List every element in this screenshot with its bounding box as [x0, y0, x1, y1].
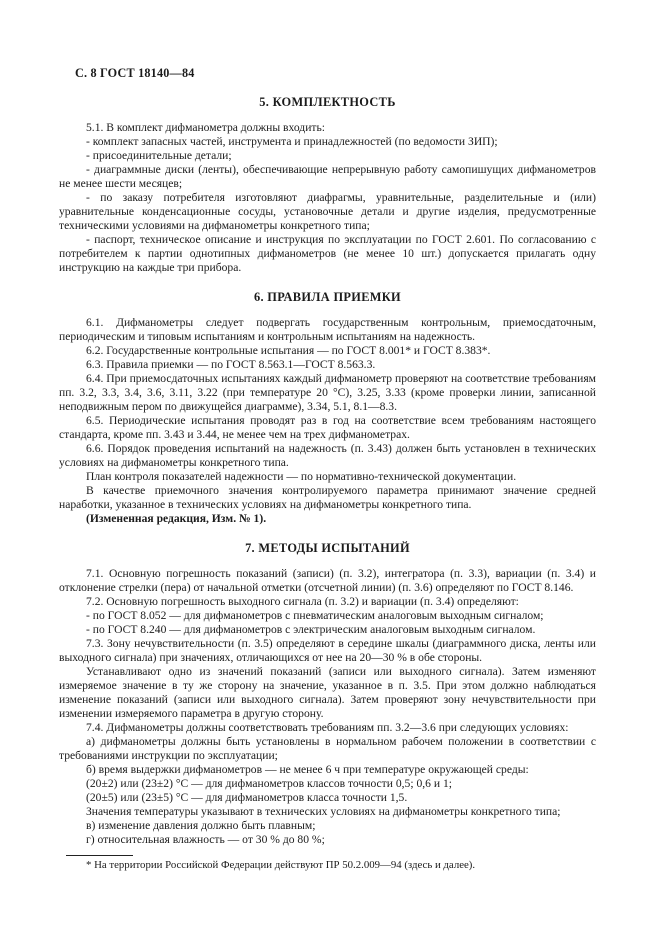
page-content	[59, 66, 596, 872]
paragraph: а) дифманометры должны быть установлены в нормальном рабочем положении в соответствии с требованиями инструкции по эксплуатации;	[59, 735, 596, 762]
paragraph: 7.2. Основную погрешность выходного сигнала (п. 3.2) и вариации (п. 3.4) определяют:	[86, 595, 519, 608]
document-body	[59, 95, 596, 847]
paragraph: б) время выдержки дифманометров — не менее 6 ч при температуре окружающей среды:	[86, 763, 529, 776]
paragraph: 7.4. Дифманометры должны соответствовать требованиям пп. 3.2—3.6 при следующих условиях:	[86, 721, 569, 734]
section-body	[59, 567, 596, 847]
paragraph: 6.2. Государственные контрольные испытания — по ГОСТ 8.001* и ГОСТ 8.383*.	[86, 344, 491, 357]
paragraph: - по ГОСТ 8.052 — для дифманометров с пневматическим аналоговым выходным сигналом;	[86, 609, 544, 622]
paragraph: Устанавливают одно из значений показаний (записи или выходного сигнала). Затем изменяют измеряемое значение в ту же сторону на значение, указанное в п. 3.5. При этом должно наблюдаться изменение показаний (записи или выходного сигнала). Затем проверяют зону нечувствительности при изменении измеряемого параметра в другую сторону.	[59, 665, 596, 720]
paragraph: 5.1. В комплект дифманометра должны входить:	[86, 121, 325, 134]
paragraph: 6.4. При приемосдаточных испытаниях каждый дифманометр проверяют на соответствие требованиям пп. 3.2, 3.3, 3.4, 3.6, 3.11, 3.22 (при температуре 20 °С), 3.25, 3.33 (кроме проверки линии, записанной неподвижным пером по движущейся диаграмме), 3.34, 5.1, 8.1—8.3.	[59, 372, 596, 413]
paragraph: (20±2) или (23±2) °С — для дифманометров классов точности 0,5; 0,6 и 1;	[86, 777, 452, 790]
paragraph: г) относительная влажность — от 30 % до 80 %;	[86, 833, 325, 846]
paragraph: 6.5. Периодические испытания проводят раз в год на соответствие всем требованиям настоящего стандарта, кроме пп. 3.43 и 3.44, не менее чем на трех дифманометрах.	[59, 414, 596, 441]
paragraph: В качестве приемочного значения контролируемого параметра принимают значение средней наработки, указанное в технических условиях на дифманометры конкретного типа.	[59, 484, 596, 511]
section-title: 5. КОМПЛЕКТНОСТЬ	[259, 95, 396, 109]
paragraph: Значения температуры указывают в технических условиях на дифманометры конкретного типа;	[86, 805, 561, 818]
section-title: 7. МЕТОДЫ ИСПЫТАНИЙ	[245, 541, 410, 555]
paragraph: (Измененная редакция, Изм. № 1).	[86, 512, 267, 525]
paragraph: - диаграммные диски (ленты), обеспечивающие непрерывную работу самопишущих дифманометров не менее шести месяцев;	[59, 163, 596, 190]
paragraph: - присоединительные детали;	[86, 149, 232, 162]
paragraph: - комплект запасных частей, инструмента и принадлежностей (по ведомости ЗИП);	[86, 135, 498, 148]
paragraph: в) изменение давления должно быть плавным;	[86, 819, 316, 832]
paragraph: 6.3. Правила приемки — по ГОСТ 8.563.1—ГОСТ 8.563.3.	[86, 358, 376, 371]
section-body	[59, 316, 596, 526]
page-header: С. 8 ГОСТ 18140—84	[75, 66, 195, 80]
footnote-divider	[66, 855, 133, 856]
section-body	[59, 121, 596, 275]
paragraph: 7.3. Зону нечувствительности (п. 3.5) определяют в середине шкалы (диаграммного диска, ленты или выходного сигнала) при значениях, отличающихся от нее на 20—30 % в обе стороны.	[59, 637, 596, 664]
paragraph: - по заказу потребителя изготовляют диафрагмы, уравнительные, разделительные и (или) уравнительные конденсационные сосуды, установочные детали и другие изделия, предусмотренные техническими условиями на дифманометры конкретного типа;	[59, 191, 596, 232]
paragraph: План контроля показателей надежности — по нормативно-технической документации.	[86, 470, 517, 483]
paragraph: 7.1. Основную погрешность показаний (записи) (п. 3.2), интегратора (п. 3.3), вариации (п. 3.4) и отклонение стрелки (пера) от начальной отметки (отсчетной линии) (п. 3.6) определяют по ГОСТ 8.146.	[59, 567, 596, 594]
paragraph: - по ГОСТ 8.240 — для дифманометров с электрическим аналоговым выходным сигналом.	[86, 623, 536, 636]
footnote-text: * На территории Российской Федерации действуют ПР 50.2.009—94 (здесь и далее).	[86, 859, 476, 871]
paragraph: - паспорт, техническое описание и инструкция по эксплуатации по ГОСТ 2.601. По согласованию с потребителем к партии однотипных дифманометров (не менее 10 шт.) допускается прилагать одну инструкцию на каждые три прибора.	[59, 233, 596, 274]
section-title: 6. ПРАВИЛА ПРИЕМКИ	[254, 290, 401, 304]
paragraph: (20±5) или (23±5) °С — для дифманометров класса точности 1,5.	[86, 791, 408, 804]
paragraph: 6.1. Дифманометры следует подвергать государственным контрольным, приемосдаточным, периодическим и типовым испытаниям и контрольным испытаниям на надежность.	[59, 316, 596, 343]
paragraph: 6.6. Порядок проведения испытаний на надежность (п. 3.43) должен быть установлен в технических условиях на дифманометры конкретного типа.	[59, 442, 596, 469]
